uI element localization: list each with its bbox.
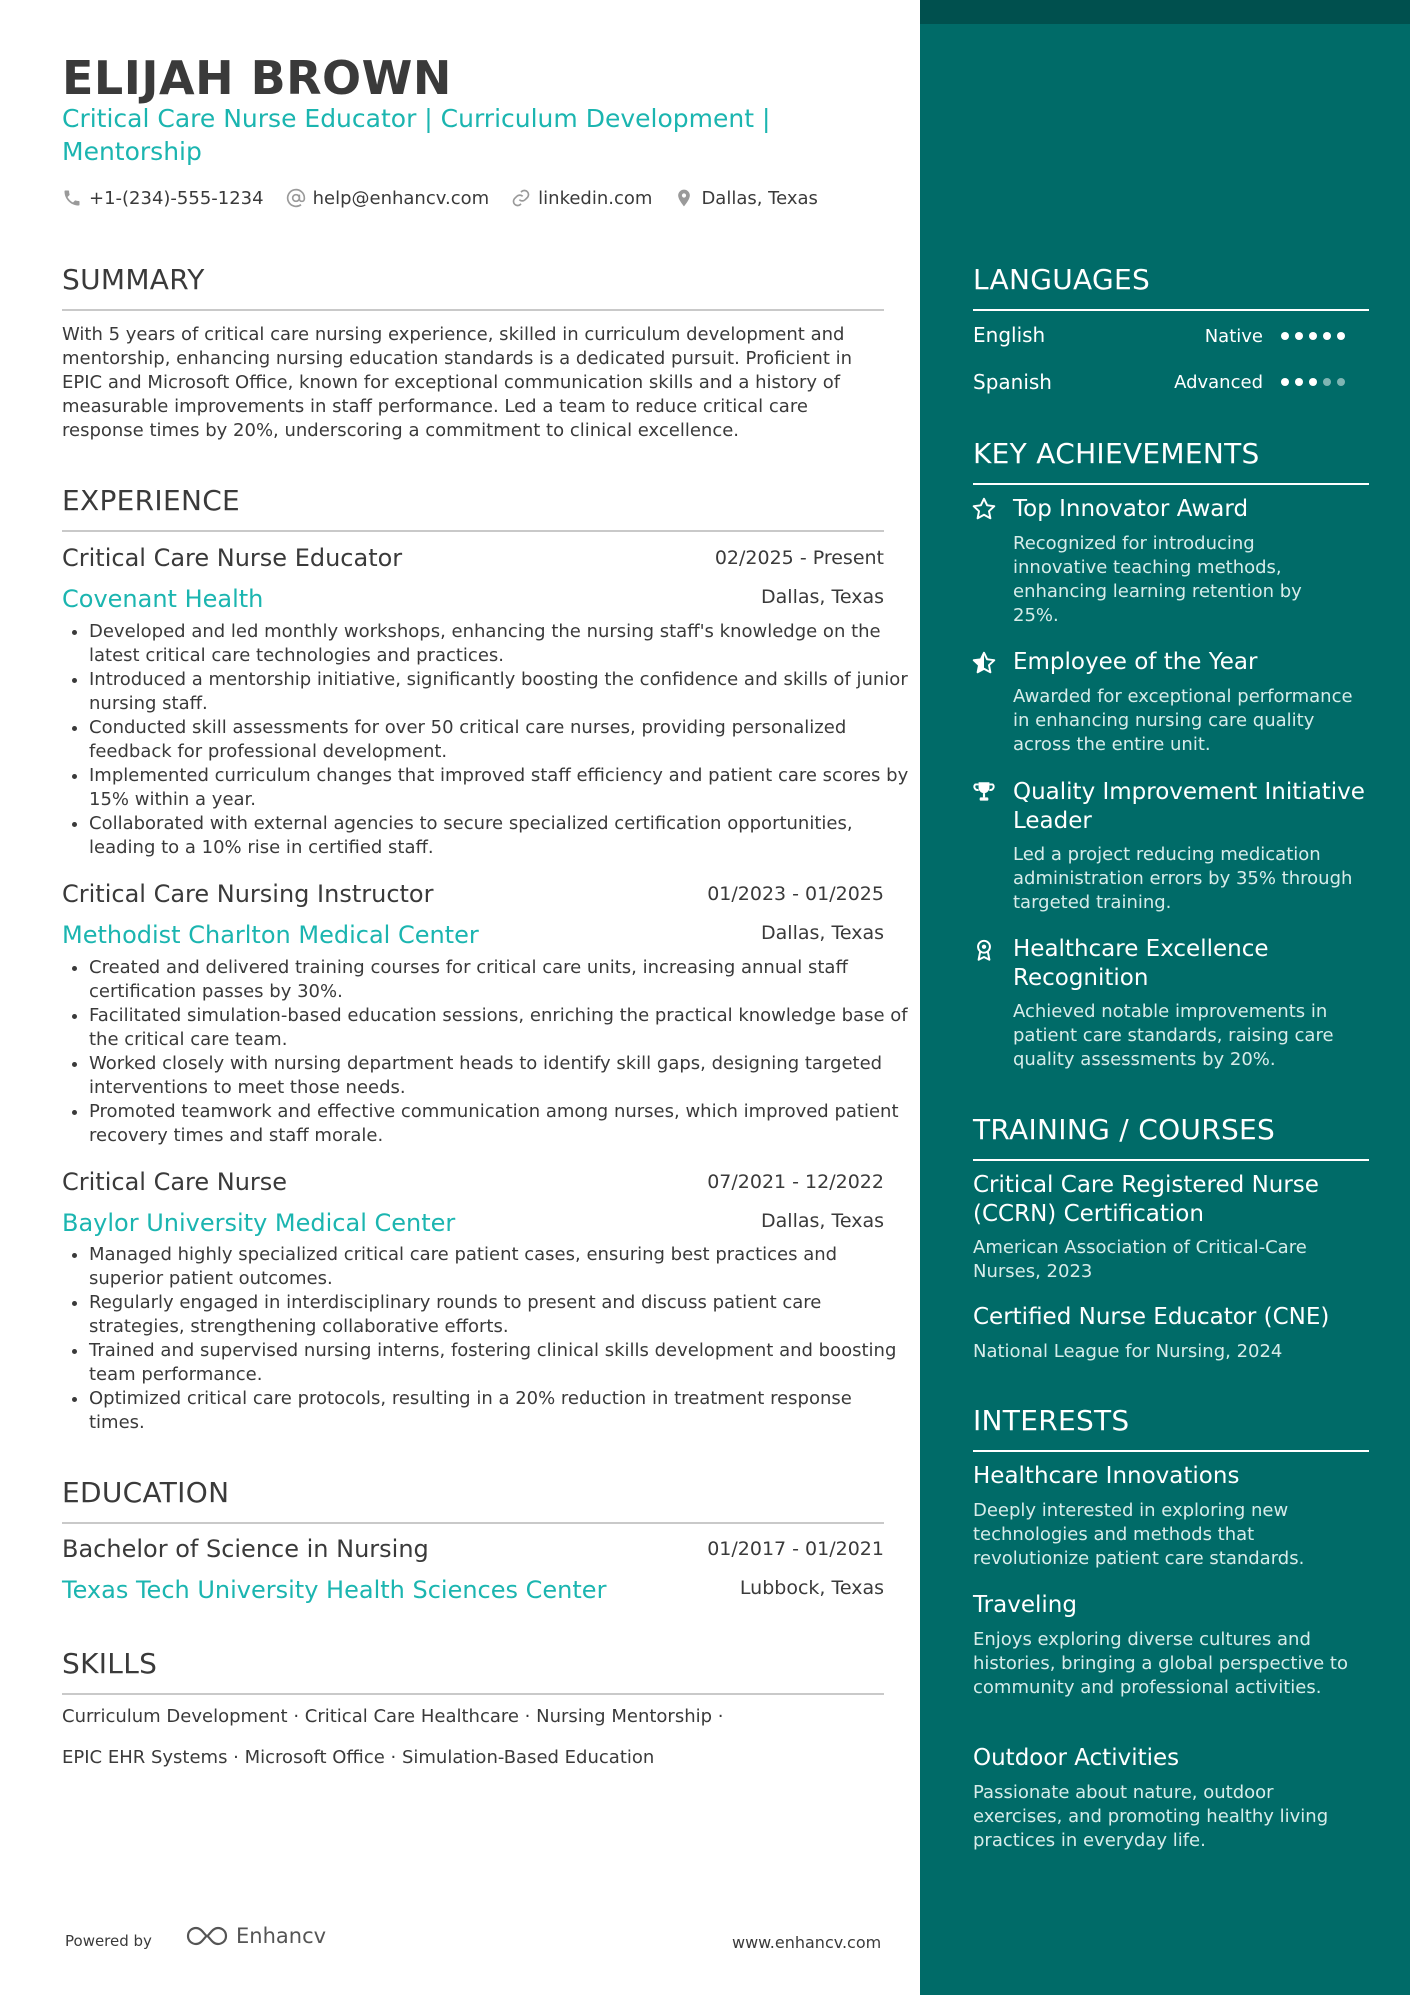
course-provider: National League for Nursing, 2024 bbox=[973, 1341, 1283, 1362]
phone-icon bbox=[62, 188, 82, 208]
achievement-description: Achieved notable improvements in patient care standards, raising care quality assessments by 20%. bbox=[1013, 1001, 1334, 1070]
award-ribbon-icon bbox=[971, 937, 997, 963]
course-provider: American Association of Critical-Care Nurses, 2023 bbox=[973, 1237, 1307, 1282]
brand-name: Enhancv bbox=[236, 1924, 327, 1948]
job-location: Dallas, Texas bbox=[761, 586, 884, 608]
education-divider bbox=[62, 1522, 884, 1524]
headline-line-2: Mentorship bbox=[62, 137, 202, 166]
email-address: help@enhancv.com bbox=[312, 187, 490, 209]
achievement-title: Top Innovator Award bbox=[1013, 496, 1249, 522]
achievement-description: Recognized for introducing innovative teaching methods, enhancing learning retention by 25%. bbox=[1013, 533, 1302, 626]
languages-heading: LANGUAGES bbox=[973, 263, 1151, 296]
achievement-description: Awarded for exceptional performance in enhancing nursing care quality across the entire unit. bbox=[1013, 686, 1353, 755]
course-title bbox=[973, 1171, 1319, 1229]
proficiency-dot bbox=[1309, 378, 1317, 386]
list-item: • Introduced a mentorship initiative, significantly boosting the confidence and skills of junior nursing staff. bbox=[89, 668, 909, 716]
interests-divider bbox=[973, 1450, 1369, 1452]
company-name[interactable]: Baylor University Medical Center bbox=[62, 1209, 456, 1237]
job-location: Dallas, Texas bbox=[761, 922, 884, 944]
language-level: Native bbox=[1204, 326, 1263, 347]
course-title-line: Critical Care Registered Nurse bbox=[973, 1172, 1319, 1198]
degree-title: Bachelor of Science in Nursing bbox=[62, 1535, 429, 1563]
job-location: Dallas, Texas bbox=[761, 1210, 884, 1232]
footer-url[interactable]: www.enhancv.com bbox=[732, 1933, 882, 1952]
job-dates: 02/2025 - Present bbox=[714, 547, 884, 569]
trophy-icon bbox=[971, 779, 997, 805]
training-heading: TRAINING / COURSES bbox=[973, 1113, 1276, 1146]
contact-linkedin[interactable] bbox=[511, 188, 652, 209]
at-sign-icon bbox=[286, 188, 306, 208]
language-name: English bbox=[973, 323, 1046, 347]
list-item: • Managed highly specialized critical care patient cases, ensuring best practices and superior patient outcomes. bbox=[89, 1243, 909, 1291]
powered-by-label: Powered by bbox=[65, 1932, 152, 1950]
location-text: Dallas, Texas bbox=[701, 187, 818, 209]
proficiency-dot bbox=[1295, 332, 1303, 340]
list-item: • Trained and supervised nursing interns, fostering clinical skills development and boosting team performance. bbox=[89, 1339, 909, 1387]
company-name[interactable]: Methodist Charlton Medical Center bbox=[62, 921, 479, 949]
achievements-heading: KEY ACHIEVEMENTS bbox=[973, 437, 1260, 470]
list-item: • Worked closely with nursing department heads to identify skill gaps, designing targeted interventions to meet those needs. bbox=[89, 1052, 909, 1100]
list-item: • Promoted teamwork and effective communication among nurses, which improved patient recovery times and staff morale. bbox=[89, 1100, 909, 1148]
enhancv-logo-icon bbox=[184, 1924, 230, 1948]
language-proficiency-dots bbox=[1275, 378, 1345, 386]
education-heading: EDUCATION bbox=[62, 1476, 230, 1509]
contact-bar bbox=[62, 184, 840, 212]
proficiency-dot bbox=[1337, 332, 1345, 340]
job-bullets bbox=[62, 1243, 909, 1435]
interest-description: Enjoys exploring diverse cultures and histories, bringing a global perspective to community and professional activities. bbox=[973, 1629, 1348, 1698]
skills-line-2: EPIC EHR Systems · Microsoft Office · Simulation-Based Education bbox=[62, 1747, 655, 1768]
training-divider bbox=[973, 1159, 1369, 1161]
interest-description: Passionate about nature, outdoor exercises, and promoting healthy living practices in everyday life. bbox=[973, 1782, 1329, 1851]
proficiency-dot bbox=[1323, 378, 1331, 386]
proficiency-dot bbox=[1281, 332, 1289, 340]
experience-heading: EXPERIENCE bbox=[62, 484, 241, 517]
experience-divider bbox=[62, 530, 884, 532]
star-icon bbox=[971, 496, 997, 522]
proficiency-dot bbox=[1295, 378, 1303, 386]
achievement-title bbox=[1013, 935, 1269, 993]
proficiency-dot bbox=[1309, 332, 1317, 340]
interest-title: Traveling bbox=[973, 1592, 1077, 1618]
list-item: • Regularly engaged in interdisciplinary rounds to present and discuss patient care strategies, strengthening collaborative efforts. bbox=[89, 1291, 909, 1339]
list-item: • Facilitated simulation-based education sessions, enriching the practical knowledge base of the critical care team. bbox=[89, 1004, 909, 1052]
skills-heading: SKILLS bbox=[62, 1647, 158, 1680]
education-location: Lubbock, Texas bbox=[739, 1577, 884, 1599]
achievement-title-line: Quality Improvement Initiative bbox=[1013, 779, 1365, 805]
job-bullets bbox=[62, 620, 909, 860]
job-bullets bbox=[62, 956, 909, 1148]
interest-title: Healthcare Innovations bbox=[973, 1463, 1240, 1489]
summary-heading: SUMMARY bbox=[62, 263, 205, 296]
language-level: Advanced bbox=[1174, 372, 1263, 393]
link-icon bbox=[511, 188, 531, 208]
list-item: • Created and delivered training courses for critical care units, increasing annual staff certification passes by 30%. bbox=[89, 956, 909, 1004]
list-item: • Collaborated with external agencies to secure specialized certification opportunities, leading to a 10% rise in certified staff. bbox=[89, 812, 909, 860]
skills-divider bbox=[62, 1693, 884, 1695]
achievement-title-line: Leader bbox=[1013, 808, 1092, 834]
course-title: Certified Nurse Educator (CNE) bbox=[973, 1304, 1330, 1330]
school-name[interactable]: Texas Tech University Health Sciences Center bbox=[62, 1576, 607, 1604]
achievement-title: Employee of the Year bbox=[1013, 649, 1258, 675]
language-name: Spanish bbox=[973, 370, 1052, 394]
achievement-title-line: Healthcare Excellence bbox=[1013, 936, 1269, 962]
skills-line-1: Curriculum Development · Critical Care Healthcare · Nursing Mentorship · bbox=[62, 1706, 724, 1727]
interest-title: Outdoor Activities bbox=[973, 1745, 1180, 1771]
achievements-divider bbox=[973, 483, 1369, 485]
contact-phone[interactable] bbox=[62, 188, 264, 209]
job-title: Critical Care Nurse bbox=[62, 1168, 288, 1196]
location-pin-icon bbox=[674, 188, 694, 208]
sidebar bbox=[920, 0, 1410, 1995]
summary-text: With 5 years of critical care nursing experience, skilled in curriculum development and mentorship, enhancing nursing education standards is a dedicated pursuit. Proficient in EPIC and Microsoft Office, known for exceptional communication skills and a history of measurable improvements in staff performance. Led a team to reduce critical care response times by 20%, underscoring a commitment to clinical excellence. bbox=[62, 324, 853, 441]
language-proficiency-dots bbox=[1275, 332, 1345, 340]
list-item: • Conducted skill assessments for over 50 critical care nurses, providing personalized feedback for professional development. bbox=[89, 716, 909, 764]
contact-email[interactable] bbox=[286, 188, 490, 209]
contact-location bbox=[674, 188, 818, 209]
interest-description: Deeply interested in exploring new technologies and methods that revolutionize patient care standards. bbox=[973, 1500, 1305, 1569]
education-dates: 01/2017 - 01/2021 bbox=[707, 1538, 884, 1560]
brand-logo[interactable] bbox=[184, 1924, 326, 1948]
list-item: • Developed and led monthly workshops, enhancing the nursing staff's knowledge on the latest critical care technologies and practices. bbox=[89, 620, 909, 668]
job-dates: 07/2021 - 12/2022 bbox=[707, 1171, 884, 1193]
headline-line-1: Critical Care Nurse Educator | Curriculum Development | bbox=[62, 104, 771, 133]
candidate-name: ELIJAH BROWN bbox=[62, 51, 452, 105]
list-item: • Implemented curriculum changes that improved staff efficiency and patient care scores by 15% within a year. bbox=[89, 764, 909, 812]
phone-number: +1-(234)-555-1234 bbox=[89, 187, 264, 209]
headline bbox=[62, 102, 802, 168]
interests-heading: INTERESTS bbox=[973, 1404, 1130, 1437]
proficiency-dot bbox=[1323, 332, 1331, 340]
course-title-line: (CCRN) Certification bbox=[973, 1201, 1204, 1227]
achievement-title bbox=[1013, 778, 1365, 836]
achievement-title-line: Recognition bbox=[1013, 965, 1149, 991]
job-dates: 01/2023 - 01/2025 bbox=[707, 883, 884, 905]
achievement-description: Led a project reducing medication administration errors by 35% through targeted training. bbox=[1013, 844, 1353, 913]
proficiency-dot bbox=[1281, 378, 1289, 386]
job-title: Critical Care Nursing Instructor bbox=[62, 880, 434, 908]
linkedin-link: linkedin.com bbox=[538, 187, 653, 209]
proficiency-dot bbox=[1337, 378, 1345, 386]
company-name[interactable]: Covenant Health bbox=[62, 585, 264, 613]
summary-divider bbox=[62, 309, 884, 311]
languages-divider bbox=[973, 309, 1369, 311]
list-item: • Optimized critical care protocols, resulting in a 20% reduction in treatment response times. bbox=[89, 1387, 909, 1435]
star-half-icon bbox=[971, 650, 997, 676]
sidebar-top-bar bbox=[920, 0, 1410, 24]
job-title: Critical Care Nurse Educator bbox=[62, 544, 403, 572]
